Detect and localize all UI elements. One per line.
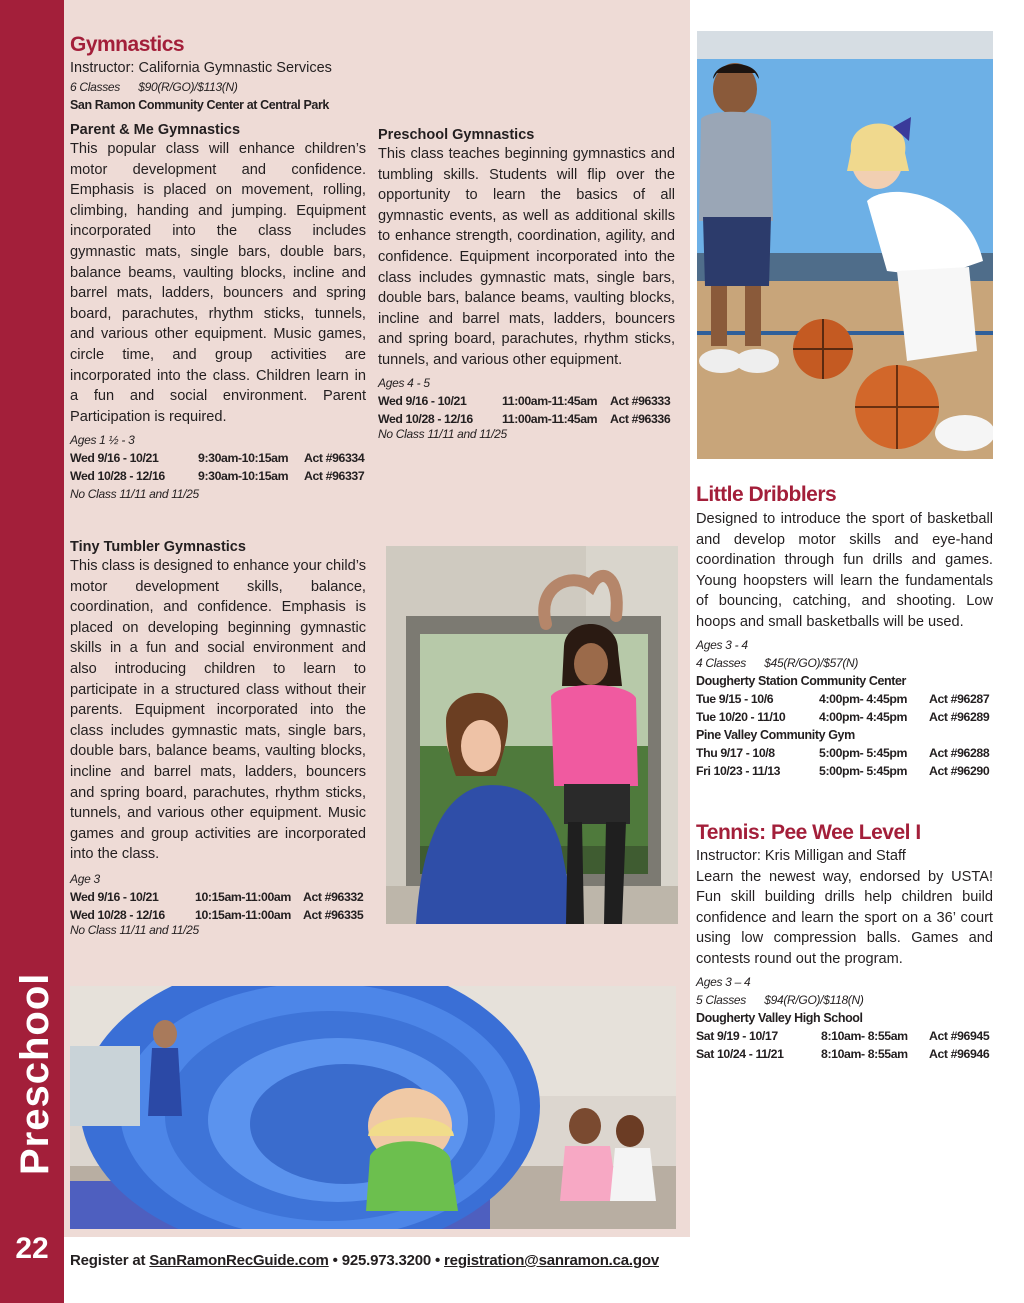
session-time: 5:00pm- 5:45pm	[819, 763, 908, 778]
tiny-tumbler-ages: Age 3	[70, 871, 100, 886]
session-act: Act #96289	[929, 709, 990, 724]
tennis-location: Dougherty Valley High School	[696, 1010, 863, 1025]
session-act: Act #96288	[929, 745, 990, 760]
session-time: 11:00am-11:45am	[502, 411, 598, 426]
schedule-row	[696, 762, 993, 780]
little-dribblers-classes: 4 Classes $45(R/GO)/$57(N)	[696, 655, 859, 670]
session-time: 5:00pm- 5:45pm	[819, 745, 908, 760]
parent-me-description: This popular class will enhance children’s motor development and confidence. Emphasis is placed on movement, rolling, climbing, handing and jumping. Equipment incorporated into the class includes gymnastic mats, single bars, double bars, balance beams, vaulting blocks, incline and barrel mats, ladders, bouncers and spring board, parachutes, rhythm sticks, tunnels, and various other equipment. Music games, circle time, and group activities are incorporated into the class. Children learn in a fun and social environment. Parent Participation is required.	[70, 141, 366, 425]
session-act: Act #96333	[610, 393, 671, 408]
schedule-row	[70, 467, 366, 485]
session-dates: Wed 10/28 - 12/16	[70, 469, 165, 484]
website-link[interactable]: SanRamonRecGuide.com	[149, 1252, 329, 1269]
preschool-gymnastics-note: No Class 11/11 and 11/25	[378, 426, 507, 441]
little-dribblers-location-2: Pine Valley Community Gym	[696, 727, 855, 742]
tiny-tumbler-title: Tiny Tumbler Gymnastics	[70, 539, 246, 555]
footer-separator: •	[431, 1252, 445, 1269]
tennis-section	[696, 820, 993, 1063]
session-dates: Tue 10/20 - 11/10	[696, 709, 786, 724]
session-dates: Sat 9/19 - 10/17	[696, 1028, 778, 1043]
phone-number: 925.973.3200	[341, 1252, 432, 1269]
schedule-row	[696, 1045, 993, 1063]
preschool-gymnastics-section	[378, 126, 675, 441]
schedule-row	[696, 1027, 993, 1045]
session-time: 8:10am- 8:55am	[821, 1028, 908, 1043]
session-dates: Wed 9/16 - 10/21	[70, 889, 159, 904]
session-act: Act #96336	[610, 411, 671, 426]
session-time: 8:10am- 8:55am	[821, 1046, 908, 1061]
session-dates: Wed 10/28 - 12/16	[70, 907, 165, 922]
basketball-photo	[697, 31, 993, 459]
schedule-row	[696, 708, 993, 726]
session-act: Act #96945	[929, 1028, 990, 1043]
session-act: Act #96332	[303, 889, 364, 904]
footer-prefix: Register at	[70, 1252, 150, 1269]
gymnastics-location: San Ramon Community Center at Central Park	[70, 98, 329, 112]
session-act: Act #96334	[304, 451, 365, 466]
little-dribblers-title: Little Dribblers	[696, 483, 837, 506]
session-act: Act #96337	[304, 469, 365, 484]
session-act: Act #96946	[929, 1046, 990, 1061]
little-dribblers-section	[696, 482, 993, 780]
session-time: 10:15am-11:00am	[195, 907, 291, 922]
email-link[interactable]: registration@sanramon.ca.gov	[444, 1252, 659, 1269]
footer	[70, 1252, 659, 1269]
session-time: 4:00pm- 4:45pm	[819, 691, 908, 706]
session-dates: Fri 10/23 - 11/13	[696, 763, 781, 778]
little-dribblers-location-1: Dougherty Station Community Center	[696, 673, 907, 688]
session-time: 11:00am-11:45am	[502, 393, 598, 408]
schedule-row	[70, 906, 366, 924]
schedule-row	[696, 690, 993, 708]
tennis-classes: 5 Classes $94(R/GO)/$118(N)	[696, 992, 864, 1007]
gymnastics-header	[70, 32, 370, 114]
session-act: Act #96290	[929, 763, 990, 778]
tiny-tumbler-description: This class is designed to enhance your child’s motor development skills, balance, coordination, and confidence. Emphasis is placed on developing beginning gymnastic skills in a fun and social environment and also introducing children to learn to participate in a structured class without their parents. Equipment incorporated into the class includes gymnastic mats, single bars, double bars, balance beams, vaulting blocks, incline and barrel mats, ladders, bouncers and spring board, parachutes, rhythm sticks, tunnels, and various other equipment. Music games and group activities are incorporated into the class.	[70, 558, 366, 863]
gymnastics-title: Gymnastics	[70, 33, 185, 56]
session-dates: Wed 9/16 - 10/21	[70, 451, 159, 466]
tiny-tumbler-note: No Class 11/11 and 11/25	[70, 922, 199, 937]
section-label: Preschool	[13, 972, 57, 1175]
parent-me-section	[70, 121, 366, 503]
session-dates: Tue 9/15 - 10/6	[696, 691, 774, 706]
preschool-gymnastics-ages: Ages 4 - 5	[378, 375, 430, 390]
parent-me-title: Parent & Me Gymnastics	[70, 122, 241, 138]
little-dribblers-description: Designed to introduce the sport of basketball and develop motor skills and eye-hand coordination through fun drills and games. Young hoopsters will learn the fundamentals of bouncing, catching, and shooting. Low hoops and small basketballs will be used.	[696, 511, 993, 630]
gymnastics-lift-photo	[386, 546, 678, 924]
page-number: 22	[15, 1232, 49, 1265]
little-dribblers-ages: Ages 3 - 4	[696, 637, 748, 652]
footer-separator: •	[328, 1252, 342, 1269]
schedule-row	[696, 744, 993, 762]
tennis-ages: Ages 3 – 4	[696, 974, 751, 989]
tiny-tumbler-section	[70, 538, 366, 937]
tennis-description: Learn the newest way, endorsed by USTA! Fun skill building drills help children build confidence and learn the sport on a 36’ court using low compression balls. Games and contests round out the program.	[696, 868, 993, 967]
gymnastics-instructor: Instructor: California Gymnastic Services	[70, 60, 332, 76]
session-dates: Sat 10/24 - 11/21	[696, 1046, 784, 1061]
tunnel-photo	[70, 986, 676, 1229]
session-act: Act #96335	[303, 907, 364, 922]
tennis-title: Tennis: Pee Wee Level I	[696, 821, 921, 844]
session-dates: Wed 9/16 - 10/21	[378, 393, 467, 408]
session-time: 9:30am-10:15am	[198, 469, 289, 484]
session-dates: Thu 9/17 - 10/8	[696, 745, 775, 760]
tennis-instructor: Instructor: Kris Milligan and Staff	[696, 848, 906, 864]
preschool-gymnastics-title: Preschool Gymnastics	[378, 127, 535, 143]
schedule-row	[378, 410, 675, 428]
schedule-row	[70, 888, 366, 906]
session-time: 9:30am-10:15am	[198, 451, 289, 466]
session-dates: Wed 10/28 - 12/16	[378, 411, 473, 426]
parent-me-ages: Ages 1 ½ - 3	[70, 433, 135, 448]
schedule-row	[70, 449, 366, 467]
preschool-gymnastics-description: This class teaches beginning gymnastics and tumbling skills. Students will flip over the opportunity to learn the basics of all gymnastic events, as well as additional skills to enhance strength, coordination, agility, and confidence. Equipment incorporated into the class includes gymnastic mats, single bars, double bars, balance beams, vaulting blocks, incline and barrel mats, ladders, bouncers and spring board, parachutes, rhythm sticks, tunnels, and various other equipment.	[378, 146, 675, 368]
gymnastics-classes: 6 Classes $90(R/GO)/$113(N)	[70, 80, 238, 94]
session-time: 10:15am-11:00am	[195, 889, 291, 904]
parent-me-note: No Class 11/11 and 11/25	[70, 487, 199, 502]
session-act: Act #96287	[929, 691, 990, 706]
session-time: 4:00pm- 4:45pm	[819, 709, 908, 724]
schedule-row	[378, 392, 675, 410]
